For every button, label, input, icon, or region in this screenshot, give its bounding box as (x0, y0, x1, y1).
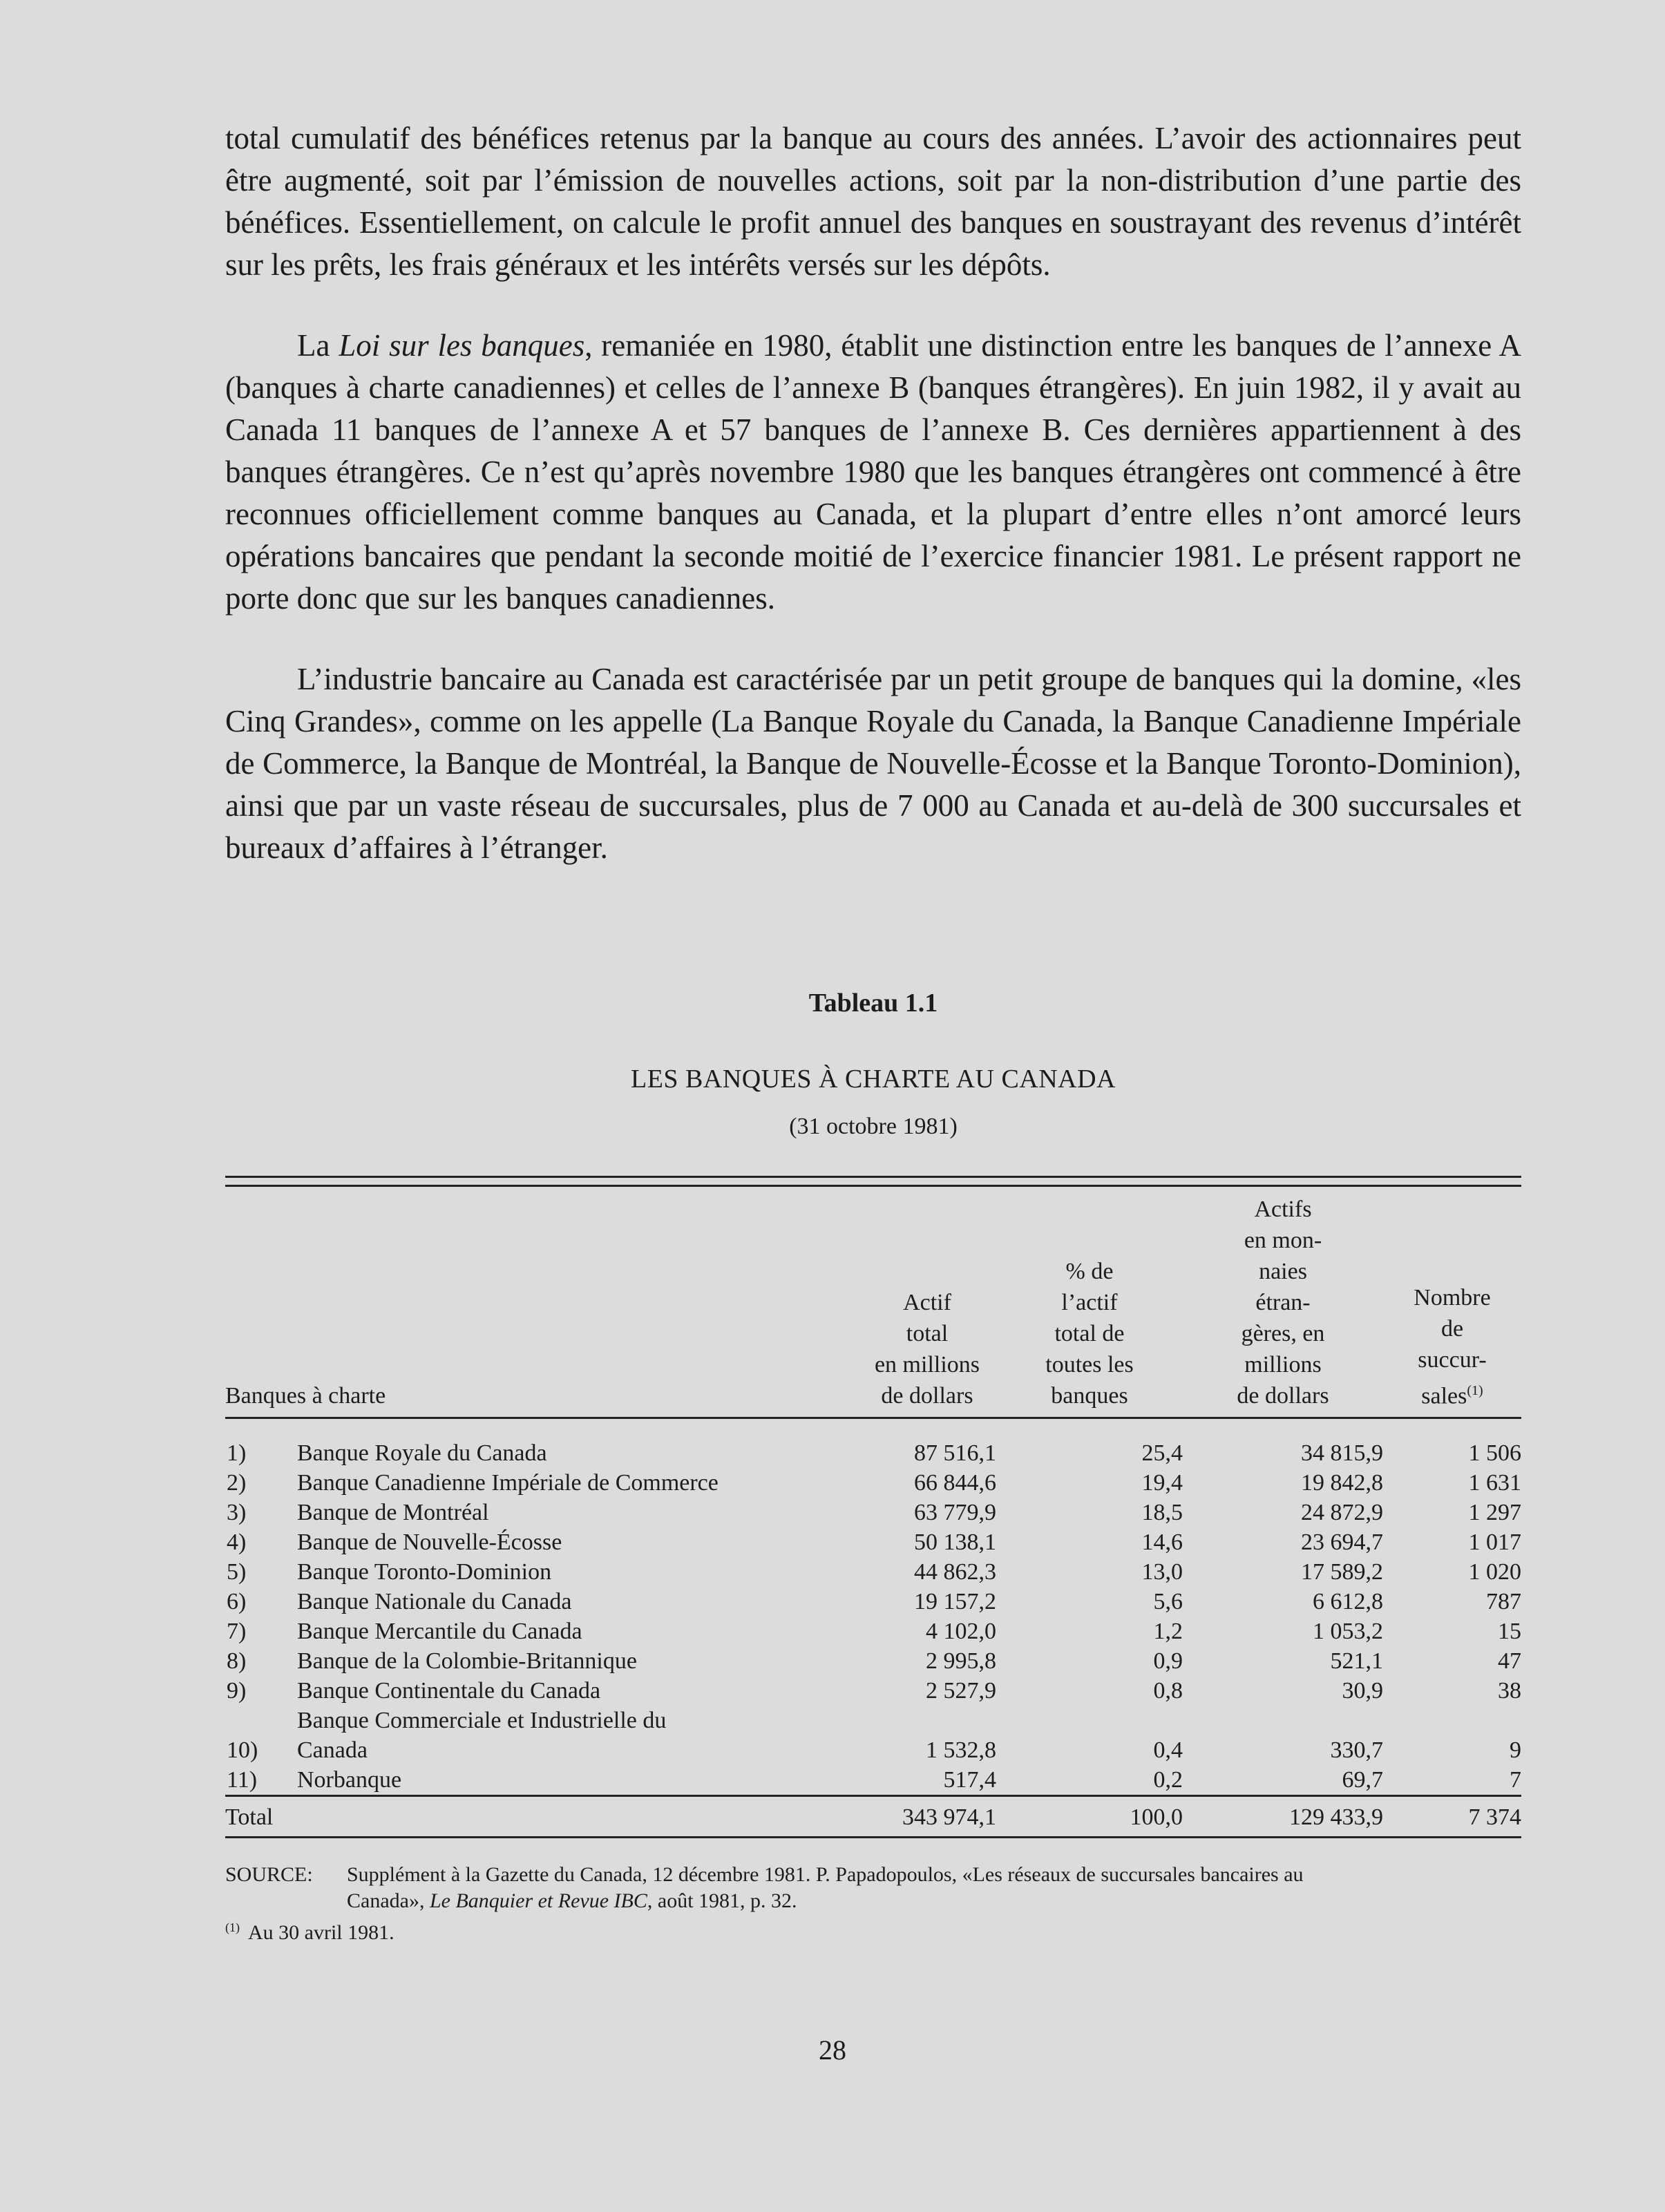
row-asset-share: 0,8 (1153, 1678, 1183, 1704)
header-foreign-line: naies (1259, 1259, 1307, 1284)
row-branch-count: 38 (1498, 1678, 1521, 1704)
header-share-line: l’actif (1061, 1290, 1118, 1315)
row-total-assets: 44 862,3 (914, 1559, 996, 1585)
row-branch-count: 9 (1510, 1737, 1521, 1763)
row-foreign-assets: 30,9 (1342, 1678, 1383, 1704)
page-content (225, 117, 1521, 1946)
footnote-mark: (1) (225, 1920, 240, 1934)
row-branch-count: 7 (1510, 1767, 1521, 1793)
table-row (225, 1646, 1521, 1676)
row-bank-name: Banque Nationale du Canada (297, 1589, 572, 1614)
table-header-row (225, 1187, 1521, 1417)
header-foreign-line: en mon- (1244, 1228, 1322, 1253)
header-branches-line: de (1440, 1315, 1464, 1342)
header-foreign-line: de dollars (1237, 1383, 1329, 1409)
source-journal-title: Le Banquier et Revue IBC (429, 1889, 647, 1912)
table-row (225, 1765, 1521, 1796)
row-number: 10) (227, 1737, 258, 1763)
source-text-line-1: Supplément à la Gazette du Canada, 12 décembre 1981. P. Papadopoulos, «Les réseaux de succursales bancaires au (347, 1863, 1304, 1886)
header-bank: Banques à charte (225, 1383, 386, 1409)
header-share (996, 1187, 1183, 1417)
header-branches-text: sales (1421, 1383, 1467, 1409)
row-total-assets: 19 157,2 (914, 1589, 996, 1614)
row-number: 2) (227, 1470, 247, 1496)
row-bank-name: Banque de la Colombie-Britannique (297, 1648, 637, 1674)
table-row (225, 1418, 1521, 1469)
row-branch-count: 47 (1498, 1648, 1521, 1674)
row-asset-share: 14,6 (1141, 1529, 1183, 1555)
row-foreign-assets: 23 694,7 (1301, 1529, 1383, 1555)
row-foreign-assets: 330,7 (1330, 1737, 1383, 1763)
footnote-text: Au 30 avril 1981. (248, 1921, 394, 1944)
table-title: LES BANQUES À CHARTE AU CANADA (630, 1065, 1116, 1094)
row-number: 1) (227, 1440, 247, 1466)
row-total-assets (858, 1706, 996, 1735)
row-number: 7) (227, 1619, 247, 1644)
header-share-line: toutes les (1045, 1352, 1134, 1377)
table-label: Tableau 1.1 (808, 989, 938, 1018)
row-number: 8) (227, 1648, 247, 1674)
paragraph-2 (225, 325, 1521, 620)
header-foreign-line: gères, en (1241, 1321, 1325, 1346)
table-row (225, 1587, 1521, 1617)
header-branches-line: succur- (1418, 1346, 1487, 1373)
row-total-assets: 1 532,8 (926, 1737, 996, 1763)
footnote-marker: (1) (1467, 1382, 1483, 1398)
header-share-line: total de (1054, 1321, 1125, 1346)
table-row (225, 1706, 1521, 1735)
row-bank-name: Banque Royale du Canada (297, 1440, 547, 1466)
row-bank-name: Banque de Montréal (297, 1500, 489, 1525)
table-row (225, 1617, 1521, 1646)
row-total-assets: 4 102,0 (926, 1619, 996, 1644)
table-top-rule (225, 1176, 1521, 1187)
banks-table (225, 1187, 1521, 1838)
row-foreign-assets: 69,7 (1342, 1767, 1383, 1793)
table-row (225, 1468, 1521, 1498)
table-total-row (225, 1796, 1521, 1838)
row-foreign-assets: 1 053,2 (1313, 1619, 1383, 1644)
row-bank-name: Banque Commerciale et Industrielle du (297, 1708, 667, 1733)
row-total-assets: 2 527,9 (926, 1678, 996, 1704)
table-source (225, 1862, 1521, 1914)
row-foreign-assets: 19 842,8 (1301, 1470, 1383, 1496)
row-foreign-assets: 34 815,9 (1301, 1440, 1383, 1466)
row-asset-share: 0,9 (1153, 1648, 1183, 1674)
header-foreign-line: Actifs (1254, 1196, 1312, 1222)
row-foreign-assets: 521,1 (1330, 1648, 1383, 1674)
row-asset-share: 13,0 (1141, 1559, 1183, 1585)
total-branches: 7 374 (1383, 1796, 1521, 1838)
row-branch-count: 15 (1498, 1619, 1521, 1644)
total-foreign: 129 433,9 (1183, 1796, 1383, 1838)
header-share-line: banques (1051, 1383, 1128, 1409)
row-branch-count: 1 631 (1468, 1470, 1521, 1496)
loi-sur-les-banques-title: Loi sur les banques (339, 328, 585, 363)
page-number: 28 (819, 2034, 846, 2066)
row-number: 5) (227, 1559, 247, 1585)
header-share-line: % de (1065, 1259, 1114, 1284)
row-number: 6) (227, 1589, 247, 1614)
header-branches-line: Nombre (1414, 1284, 1491, 1310)
row-branch-count: 1 020 (1468, 1559, 1521, 1585)
row-asset-share: 19,4 (1141, 1470, 1183, 1496)
row-total-assets: 2 995,8 (926, 1648, 996, 1674)
paragraph-3: L’industrie bancaire au Canada est caractérisée par un petit groupe de banques qui la domine, «les Cinq Grandes», comme on les appelle (La Banque Royale du Canada, la Banque Canadienne Impériale de Commerce, la Banque de Montréal, la Banque de Nouvelle-Écosse et la Banque Toronto-Dominion), ainsi que par un vaste réseau de succursales, plus de 7 000 au Canada et au-delà de 300 succursales et bureaux d’affaires à l’étranger. (225, 662, 1521, 865)
row-total-assets: 517,4 (943, 1767, 996, 1793)
row-asset-share: 1,2 (1153, 1619, 1183, 1644)
row-branch-count: 787 (1486, 1589, 1521, 1614)
row-bank-name: Banque Canadienne Impériale de Commerce (297, 1470, 719, 1496)
row-number (225, 1706, 297, 1735)
header-foreign (1183, 1187, 1383, 1417)
row-bank-name: Banque Continentale du Canada (297, 1678, 601, 1704)
paragraph-1: total cumulatif des bénéfices retenus par la banque au cours des années. L’avoir des actionnaires peut être augmenté, soit par l’émission de nouvelles actions, soit par la non-distribution d’une partie des bénéfices. Essentiellement, on calcule le profit annuel des banques en soustrayant des revenus d’intérêt sur les prêts, les frais généraux et les intérêts versés sur les dépôts. (225, 121, 1521, 282)
row-asset-share: 18,5 (1141, 1500, 1183, 1525)
header-assets-line: en millions (874, 1352, 980, 1377)
row-asset-share: 0,2 (1153, 1767, 1183, 1793)
row-number: 3) (227, 1500, 247, 1525)
header-assets (858, 1187, 996, 1417)
row-asset-share: 5,6 (1153, 1589, 1183, 1614)
row-bank-name: Norbanque (297, 1767, 402, 1793)
row-branch-count (1383, 1706, 1521, 1735)
row-bank-name: Banque Toronto-Dominion (297, 1559, 552, 1585)
table-footnote (225, 1914, 1521, 1946)
total-label: Total (225, 1796, 858, 1838)
header-assets-line: de dollars (881, 1383, 973, 1409)
source-label: SOURCE: (225, 1863, 313, 1886)
header-branches (1383, 1187, 1521, 1417)
row-foreign-assets: 6 612,8 (1313, 1589, 1383, 1614)
row-bank-name: Canada (297, 1737, 368, 1763)
header-foreign-line: millions (1244, 1352, 1322, 1377)
row-branch-count: 1 506 (1468, 1440, 1521, 1466)
row-foreign-assets: 17 589,2 (1301, 1559, 1383, 1585)
row-asset-share (996, 1706, 1183, 1735)
row-asset-share: 25,4 (1141, 1440, 1183, 1466)
row-number: 9) (227, 1678, 247, 1704)
table-row (225, 1498, 1521, 1527)
total-assets: 343 974,1 (858, 1796, 996, 1838)
row-total-assets: 66 844,6 (914, 1470, 996, 1496)
source-text-2a: Canada», (347, 1889, 430, 1912)
row-total-assets: 50 138,1 (914, 1529, 996, 1555)
source-text-2c: , août 1981, p. 32. (647, 1889, 797, 1912)
row-total-assets: 87 516,1 (914, 1440, 996, 1466)
row-foreign-assets: 24 872,9 (1301, 1500, 1383, 1525)
row-branch-count: 1 297 (1468, 1500, 1521, 1525)
table-body (225, 1418, 1521, 1796)
header-foreign-line: étran- (1255, 1290, 1311, 1315)
row-bank-name: Banque de Nouvelle-Écosse (297, 1529, 562, 1555)
paragraph-2-pre: La (297, 328, 339, 363)
row-foreign-assets (1183, 1706, 1383, 1735)
paragraph-2-post: , remaniée en 1980, établit une distinction entre les banques de l’annexe A (banques à charte canadiennes) et celles de l’annexe B (banques étrangères). En juin 1982, il y avait au Canada 11 banques de l’annexe A et 57 banques de l’annexe B. Ces dernières appartiennent à des banques étrangères. Ce n’est qu’après novembre 1980 que les banques étrangères ont commencé à être reconnues officiellement comme banques au Canada, et la plupart d’entre elles n’ont amorcé leurs opérations bancaires que pendant la seconde moitié de l’exercice financier 1981. Le présent rapport ne porte donc que sur les banques canadiennes. (225, 328, 1521, 616)
table-date: (31 octobre 1981) (789, 1114, 958, 1139)
row-asset-share: 0,4 (1153, 1737, 1183, 1763)
table-row (225, 1735, 1521, 1765)
table-row (225, 1557, 1521, 1587)
header-assets-line: total (906, 1321, 949, 1346)
header-assets-line: Actif (903, 1290, 951, 1315)
row-total-assets: 63 779,9 (914, 1500, 996, 1525)
row-number: 11) (227, 1767, 258, 1793)
table-row (225, 1676, 1521, 1706)
total-share: 100,0 (996, 1796, 1183, 1838)
table-row (225, 1527, 1521, 1557)
row-number: 4) (227, 1529, 247, 1555)
header-branches-line (1383, 1375, 1521, 1411)
row-bank-name: Banque Mercantile du Canada (297, 1619, 582, 1644)
row-branch-count: 1 017 (1468, 1529, 1521, 1555)
